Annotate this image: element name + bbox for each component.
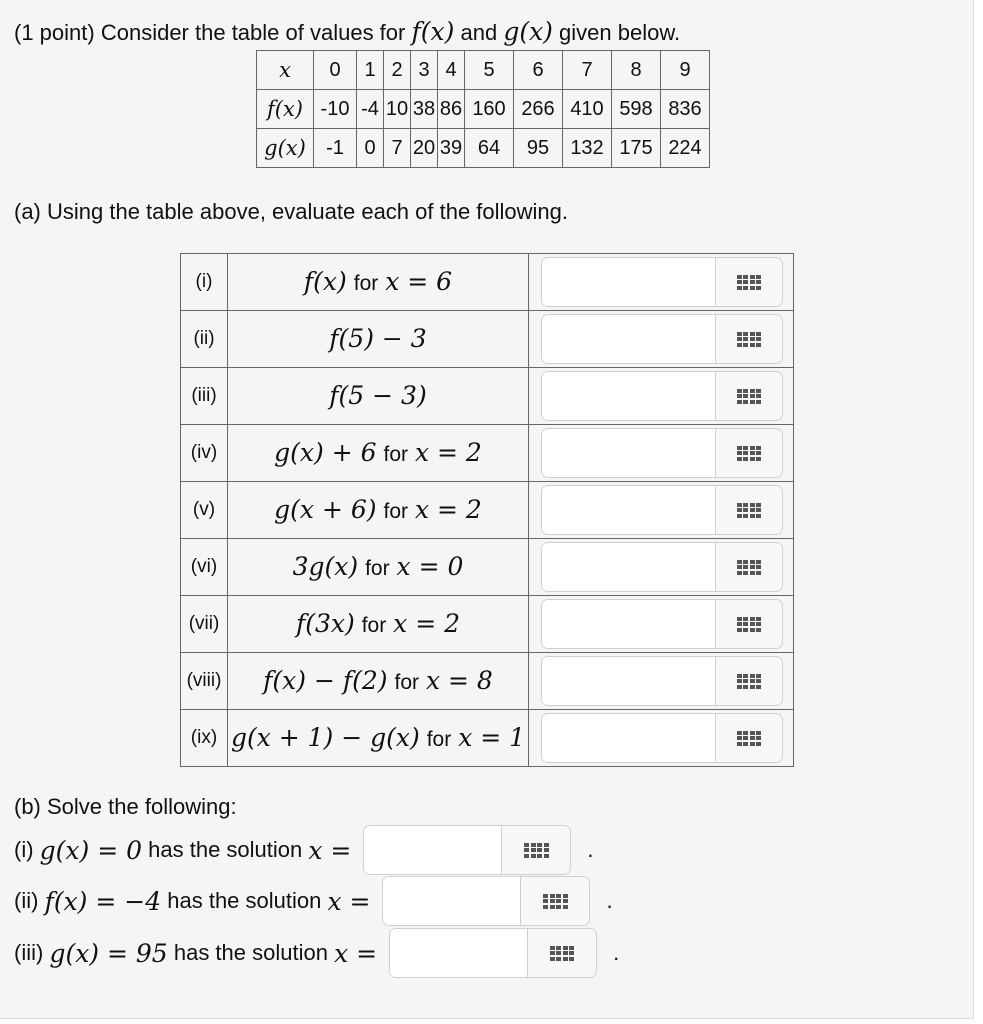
answer-cell [529,539,794,596]
part-b-label: (ii) [14,888,39,913]
answer-wrap [529,257,793,307]
part-a-2-answer-input[interactable] [542,315,715,363]
expression-equality: x = 2 [414,495,482,524]
x-row-label: x [279,57,291,82]
f-row-cell: -4 [357,90,384,129]
g-row-cell: 20 [411,129,438,168]
answer-cell [529,368,794,425]
part-a-1-answer-box [541,257,783,307]
expression-condition: for [426,728,452,751]
expression-condition: for [383,500,408,523]
part-b-1-answer-box [363,825,571,875]
part-b-label: (iii) [14,940,44,965]
f-row-cell: 836 [661,90,710,129]
question-expression [228,425,529,482]
answer-wrap [529,713,793,763]
x-row-cell: 2 [384,51,411,90]
expression-math: f(3x) [295,609,355,638]
part-b-variable: x = [334,938,378,968]
part-b-equation: g(x) = 0 [39,835,143,865]
part-b-2-answer-input[interactable] [383,877,520,925]
values-table [256,50,710,168]
x-row-cell: 7 [563,51,612,90]
part-a-1-palette-button[interactable] [715,258,782,306]
expression-equality: x = 0 [396,552,464,581]
f-row-cell: 410 [563,90,612,129]
grid-keypad-icon [524,843,549,858]
question-label: (ii) [181,311,228,368]
x-row-cell: 0 [314,51,357,90]
question-row [181,254,794,311]
x-row-cell: 9 [661,51,710,90]
part-a-4-answer-input[interactable] [542,429,715,477]
answer-wrap [529,314,793,364]
question-label: (ix) [181,710,228,767]
part-b-3-answer-input[interactable] [390,929,527,977]
question-expression [228,539,529,596]
question-row [181,368,794,425]
grid-keypad-icon [737,503,762,518]
part-a-6-answer-box [541,542,783,592]
part-b-variable: x = [308,835,352,865]
intro-text: Consider the table of values for [100,20,406,45]
part-b-text: has the solution [148,837,303,862]
grid-keypad-icon [737,560,762,575]
expression-equality: x = 2 [414,438,482,467]
points-label: (1 point) [14,20,95,45]
expression-equality: x = 2 [393,609,461,638]
f-row-cell: 38 [411,90,438,129]
answer-cell [529,482,794,539]
part-b-item [14,928,619,978]
part-a-8-palette-button[interactable] [715,657,782,705]
question-label: (iii) [181,368,228,425]
part-b-text: has the solution [167,888,322,913]
x-row-cell: 4 [438,51,465,90]
answer-wrap [529,371,793,421]
part-b-2-answer-box [382,876,590,926]
question-expression [228,482,529,539]
expression-math: f(5 − 3) [329,381,427,410]
expression-math: f(x) [303,267,347,296]
question-expression [228,596,529,653]
part-b-2-palette-button[interactable] [520,877,589,925]
grid-keypad-icon [543,894,568,909]
expression-math: f(5) − 3 [329,324,427,353]
part-b-period: . [606,888,613,913]
question-expression [228,254,529,311]
part-a-2-palette-button[interactable] [715,315,782,363]
part-b-variable: x = [327,886,371,916]
answer-cell [529,311,794,368]
f-row [257,90,710,129]
answer-cell [529,254,794,311]
part-a-questions-table [180,253,794,767]
grid-keypad-icon [737,446,762,461]
question-label: (i) [181,254,228,311]
x-row-cell: 6 [514,51,563,90]
g-row-header [257,129,314,168]
f-row-cell: 266 [514,90,563,129]
part-a-3-answer-box [541,371,783,421]
expression-condition: for [353,272,379,295]
part-b-label: (i) [14,837,34,862]
question-row [181,311,794,368]
question-expression [228,368,529,425]
f-row-cell: 86 [438,90,465,129]
part-a-9-answer-box [541,713,783,763]
g-row-label: g(x) [264,135,306,160]
grid-keypad-icon [737,332,762,347]
g-name: g(x) [503,17,553,46]
part-b-item [14,876,613,926]
part-a-4-answer-box [541,428,783,478]
grid-keypad-icon [737,275,762,290]
part-a-4-palette-button[interactable] [715,429,782,477]
expression-condition: for [383,443,408,466]
part-a-1-answer-input[interactable] [542,258,715,306]
part-b-equation: f(x) = −4 [44,886,162,916]
part-b-item [14,825,594,875]
part-a-6-answer-input[interactable] [542,543,715,591]
part-b-heading: (b) Solve the following: [14,794,237,819]
part-b-1-palette-button[interactable] [501,826,570,874]
expression-math: g(x + 1) − g(x) [230,723,420,752]
expression-equality: x = 8 [425,666,493,695]
part-b-1-answer-input[interactable] [364,826,501,874]
part-a-9-answer-input[interactable] [542,714,715,762]
question-row [181,482,794,539]
answer-wrap [529,485,793,535]
expression-equality: x = 1 [458,723,526,752]
intro-after: given below. [559,20,681,45]
g-row-cell: 39 [438,129,465,168]
expression-math: 3g(x) [292,552,359,581]
expression-condition: for [365,557,390,580]
answer-wrap [529,542,793,592]
expression-condition: for [361,614,387,637]
part-a-7-answer-input[interactable] [542,600,715,648]
question-expression [228,710,529,767]
question-expression [228,311,529,368]
x-row-cell: 5 [465,51,514,90]
question-row [181,596,794,653]
question-label: (vi) [181,539,228,596]
x-row-cell: 1 [357,51,384,90]
part-a-8-answer-box [541,656,783,706]
intro-and: and [460,20,498,45]
x-row-cell: 3 [411,51,438,90]
question-row [181,653,794,710]
f-name: f(x) [411,17,455,46]
answer-cell [529,425,794,482]
question-row [181,539,794,596]
question-row [181,710,794,767]
answer-cell [529,710,794,767]
x-row-cell: 8 [612,51,661,90]
g-row-cell: 224 [661,129,710,168]
part-a-5-palette-button[interactable] [715,486,782,534]
part-a-8-answer-input[interactable] [542,657,715,705]
part-b-period: . [613,940,620,965]
part-b-equation: g(x) = 95 [49,938,168,968]
problem-statement [14,17,680,46]
grid-keypad-icon [737,617,762,632]
f-row-cell: 10 [384,90,411,129]
part-b-3-answer-box [389,928,597,978]
f-row-cell: -10 [314,90,357,129]
g-row-cell: 95 [514,129,563,168]
grid-keypad-icon [550,946,575,961]
part-a-5-answer-input[interactable] [542,486,715,534]
g-row-cell: -1 [314,129,357,168]
part-b-period: . [587,837,594,862]
question-label: (v) [181,482,228,539]
f-row-cell: 160 [465,90,514,129]
answer-wrap [529,428,793,478]
question-row [181,425,794,482]
f-row-label: f(x) [266,96,303,121]
g-row-cell: 64 [465,129,514,168]
part-b-3-palette-button[interactable] [527,929,596,977]
part-a-6-palette-button[interactable] [715,543,782,591]
g-row-cell: 0 [357,129,384,168]
question-expression [228,653,529,710]
expression-condition: for [394,671,420,694]
part-a-3-palette-button[interactable] [715,372,782,420]
part-a-7-answer-box [541,599,783,649]
grid-keypad-icon [737,731,762,746]
part-a-7-palette-button[interactable] [715,600,782,648]
f-row-cell: 598 [612,90,661,129]
question-label: (iv) [181,425,228,482]
x-row [257,51,710,90]
expression-equality: x = 6 [385,267,453,296]
question-label: (viii) [181,653,228,710]
g-row [257,129,710,168]
part-a-9-palette-button[interactable] [715,714,782,762]
part-a-5-answer-box [541,485,783,535]
question-label: (vii) [181,596,228,653]
g-row-cell: 132 [563,129,612,168]
answer-wrap [529,656,793,706]
answer-cell [529,653,794,710]
answer-cell [529,596,794,653]
grid-keypad-icon [737,674,762,689]
part-a-2-answer-box [541,314,783,364]
part-a-heading: (a) Using the table above, evaluate each of the following. [14,199,569,224]
grid-keypad-icon [737,389,762,404]
x-row-header [257,51,314,90]
expression-math: g(x + 6) [274,495,377,524]
part-b-text: has the solution [173,940,328,965]
expression-math: g(x) + 6 [274,438,377,467]
f-row-header [257,90,314,129]
part-a-3-answer-input[interactable] [542,372,715,420]
g-row-cell: 7 [384,129,411,168]
g-row-cell: 175 [612,129,661,168]
answer-wrap [529,599,793,649]
expression-math: f(x) − f(2) [263,666,388,695]
